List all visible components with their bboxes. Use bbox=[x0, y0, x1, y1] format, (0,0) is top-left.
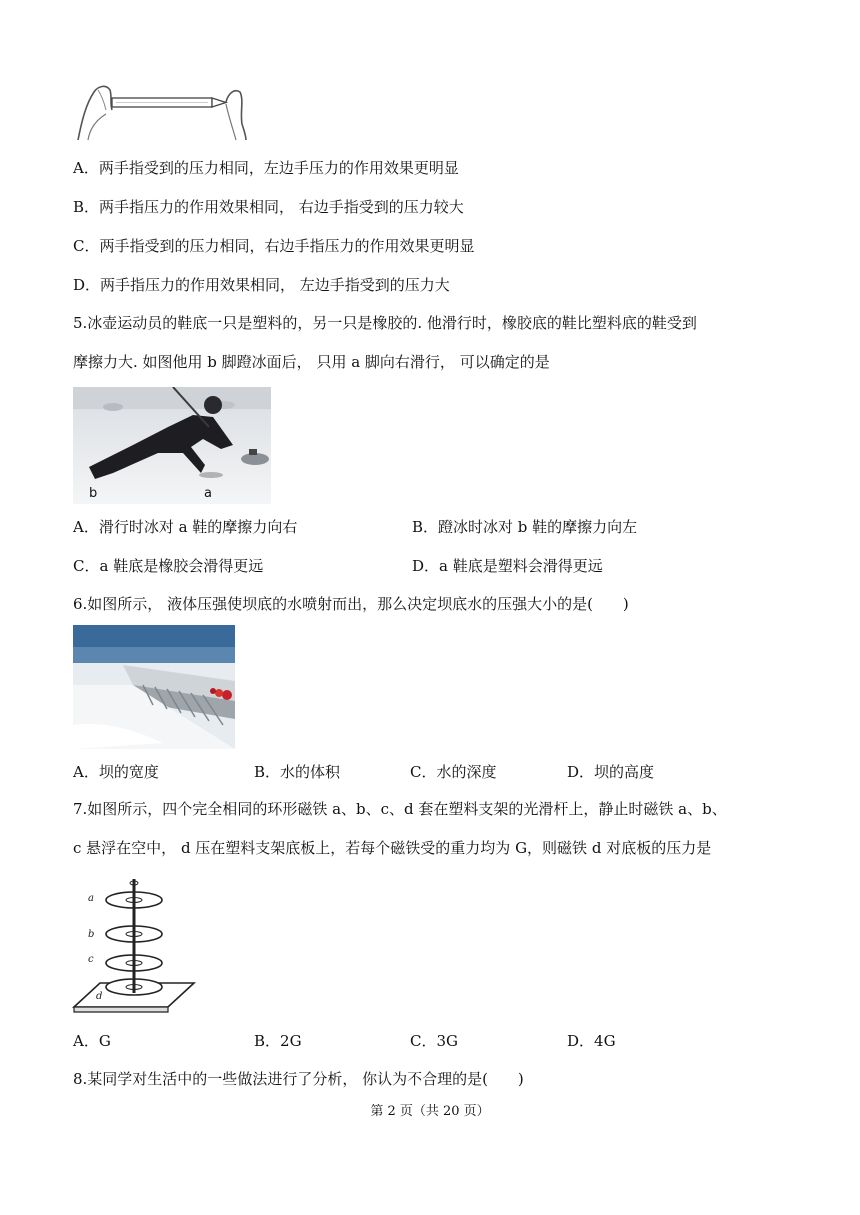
magnet-label-d: d bbox=[96, 991, 103, 1002]
magnet-label-a: a bbox=[88, 893, 94, 904]
q8-stem: 8.某同学对生活中的一些做法进行了分析， 你认为不合理的是( ) bbox=[73, 1070, 524, 1088]
pencil-fingers-figure bbox=[76, 80, 248, 142]
q5-option-a: A．滑行时冰对 a 鞋的摩擦力向右 bbox=[73, 518, 298, 536]
q6-option-c: C．水的深度 bbox=[410, 763, 497, 781]
q5-option-d: D．a 鞋底是塑料会滑得更远 bbox=[412, 557, 603, 575]
q7-option-d: D．4G bbox=[567, 1032, 616, 1050]
curling-label-b: b bbox=[89, 486, 98, 501]
q7-option-c: C．3G bbox=[410, 1032, 459, 1050]
q5-stem-line2: 摩擦力大. 如图他用 b 脚蹬冰面后， 只用 a 脚向右滑行， 可以确定的是 bbox=[73, 353, 550, 371]
q7-option-a: A．G bbox=[73, 1032, 111, 1050]
q5-stem-line1: 5.冰壶运动员的鞋底一只是塑料的，另一只是橡胶的. 他滑行时，橡胶底的鞋比塑料底的鞋受到 bbox=[73, 314, 697, 332]
magnet-label-c: c bbox=[88, 954, 94, 965]
q4-option-b: B．两手指压力的作用效果相同， 右边手指受到的压力较大 bbox=[73, 198, 464, 216]
q6-option-b: B．水的体积 bbox=[254, 763, 341, 781]
q5-option-b: B．蹬冰时冰对 b 鞋的摩擦力向左 bbox=[412, 518, 638, 536]
q4-option-d: D．两手指压力的作用效果相同， 左边手指受到的压力大 bbox=[73, 276, 450, 294]
dam-spillway-photo bbox=[73, 625, 235, 749]
q4-option-a: A．两手指受到的压力相同，左边手压力的作用效果更明显 bbox=[73, 159, 459, 177]
q6-option-d: D．坝的高度 bbox=[567, 763, 655, 781]
q7-stem-line1: 7.如图所示，四个完全相同的环形磁铁 a、b、c、d 套在塑料支架的光滑杆上，静止时磁铁 a、b、 bbox=[73, 800, 727, 818]
curling-label-a: a bbox=[204, 486, 212, 501]
page-footer: 第 2 页（共 20 页） bbox=[370, 1104, 490, 1119]
q4-option-c: C．两手指受到的压力相同，右边手指压力的作用效果更明显 bbox=[73, 237, 475, 255]
q7-stem-line2: c 悬浮在空中， d 压在塑料支架底板上，若每个磁铁受的重力均为 G，则磁铁 d 对底板的压力是 bbox=[73, 839, 712, 857]
q6-option-a: A．坝的宽度 bbox=[73, 763, 159, 781]
q7-option-b: B．2G bbox=[254, 1032, 302, 1050]
magnet-label-b: b bbox=[88, 929, 95, 940]
curling-athlete-photo bbox=[73, 387, 271, 504]
ring-magnets-figure bbox=[68, 875, 200, 1015]
q6-stem: 6.如图所示， 液体压强使坝底的水喷射而出，那么决定坝底水的压强大小的是( ) bbox=[73, 595, 629, 613]
q5-option-c: C．a 鞋底是橡胶会滑得更远 bbox=[73, 557, 264, 575]
